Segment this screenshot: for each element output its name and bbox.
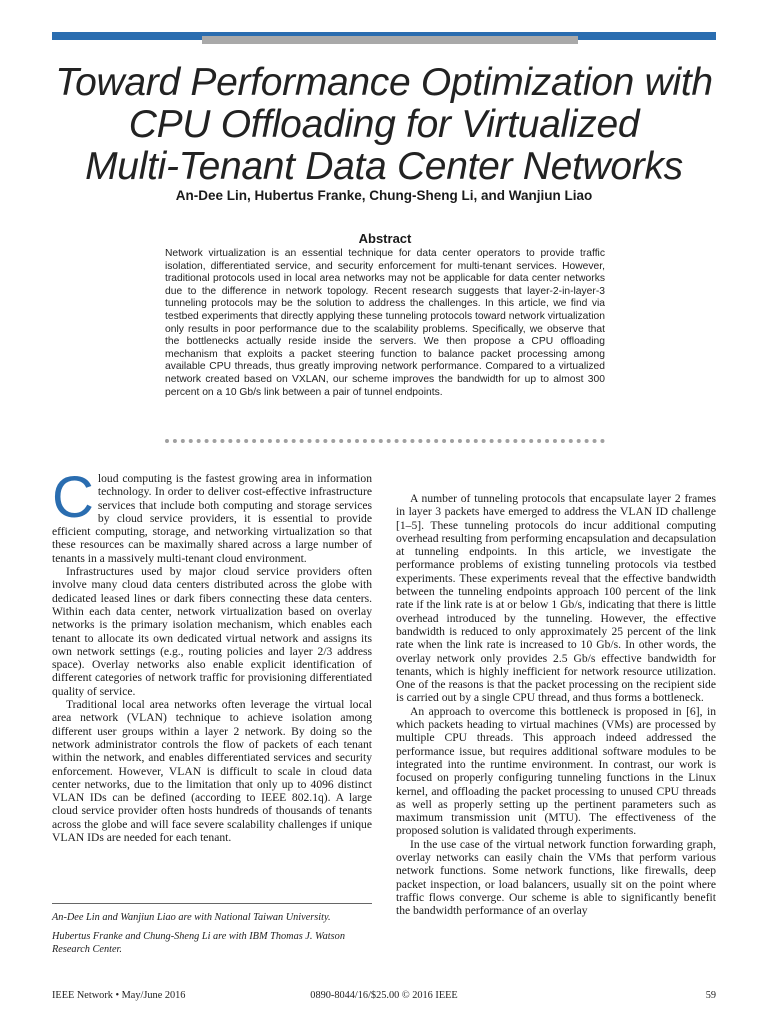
page-footer bbox=[52, 990, 716, 1006]
footnote-divider bbox=[52, 903, 372, 904]
abstract-text: Network virtualization is an essential technique for data center operators to provide traffic isolation, differentiated service, and security enforcement for multi-tenant services. However, traditional protocols used in local area networks may not be applicable for data center networks due to the difference in network topology. Recent research suggests that layer-2-in-layer-3 tunneling protocols may be the solution to address the challenges. In this article, we find via testbed experiments that directly applying these tunneling protocols toward network virtualization only results in poor performance due to the scalability problems. Specifically, we observe that the bottlenecks actually reside inside the servers. We then propose a CPU offloading mechanism that exploits a packet steering function to balance packet processing among available CPU threads, thus greatly improving network performance. Compared to a virtualized network created based on VXLAN, our scheme improves the bandwidth for up to almost 300 percent on a 10 Gb/s link between a pair of tunnel endpoints. bbox=[165, 248, 605, 398]
abstract-section bbox=[165, 230, 605, 399]
issn-copyright: 0890-8044/16/$25.00 © 2016 IEEE bbox=[310, 990, 458, 1001]
body-paragraph: An approach to overcome this bottleneck is proposed in [6], in which packets heading to virtual machines (VMs) are processed by multiple CPU threads. This approach indeed addressed the performance issue, but requires additional software modules to be integrated into the runtime environment. In contrast, our work is focused on properly configuring tunneling functions in the Linux kernel, and offloading the packet processing to unused CPU threads as well as properly setting up the pertinent parameters such as maximum transmission unit (MTU). The effectiveness of the proposed solution is validated through experiments. bbox=[396, 704, 716, 838]
title-line: CPU Offloading for Virtualized bbox=[128, 103, 640, 146]
abstract-divider bbox=[165, 439, 605, 443]
title-line: Multi-Tenant Data Center Networks bbox=[85, 145, 683, 188]
page-number: 59 bbox=[705, 990, 716, 1001]
footnotes bbox=[52, 911, 372, 962]
body-paragraph-text: loud computing is the fastest growing area in information technology. In order to deliver cost-effective infrastructure services that include both computing and storage services by cloud service providers, it is essential to provide efficient computing, storage, and networking virtualization so that these resources can be maximally shared across a large number of tenants in a massively multi-tenant cloud environment. bbox=[52, 472, 372, 565]
title-line: Toward Performance Optimization with bbox=[55, 61, 713, 104]
footnote-affiliation: Hubertus Franke and Chung-Sheng Li are with IBM Thomas J. Watson Research Center. bbox=[52, 931, 345, 955]
paper-title bbox=[40, 62, 728, 188]
body-column-left bbox=[52, 465, 372, 845]
body-paragraph: Infrastructures used by major cloud service providers often involve many cloud data centers distributed across the globe with dedicated leased lines or dark fibers connecting these data centers. Within each data center, network virtualization based on overlay networks is the primary isolation mechanism, which enables each tenant to allocate its own dedicated virtual network and assigns its own network settings (e.g., routing policies and layer 2/3 address space). Overlay networks also enable explicit identification of different categories of network traffic for provisioning differentiated quality of service. bbox=[52, 565, 372, 698]
body-paragraph: In the use case of the virtual network function forwarding graph, overlay networks can easily chain the VMs that perform various network functions. Some network functions, like firewalls, deep packet inspection, or load balancers, usually sit on the point where traffic flows converge. Our scheme is able to significantly benefit the bandwidth performance of an overlay bbox=[396, 837, 716, 918]
author-list: An-Dee Lin, Hubertus Franke, Chung-Sheng Li, and Wanjiun Liao bbox=[175, 188, 593, 203]
header-gray-bar bbox=[202, 36, 578, 44]
body-paragraph: A number of tunneling protocols that encapsulate layer 2 frames in layer 3 packets have emerged to address the VLAN ID challenge [1–5]. These tunneling protocols do incur additional computing overhead resulting from performing encapsulation and decapsulation at tunneling endpoints. In this article, we investigate the performance problems of existing tunneling protocols via testbed experiments. These experiments reveal that the effective bandwidth between the tunneling endpoints approach 100 percent of the link rate if the link rate is at or below 1 Gb/s, indicating that there is little overhead introduced by the tunneling. However, the effective bandwidth is reduced to only approximately 25 percent of the link rate when the link rate is increased to 10 Gb/s. In other words, the overlay network only provides 2.5 Gb/s effective bandwidth for tenants, which is highly inefficient for network resource utilization. One of the reasons is that the packet processing on the recipient side is carried out by a single CPU thread, and thus forms a bottleneck. bbox=[396, 492, 716, 705]
drop-cap: C bbox=[52, 465, 94, 530]
journal-info: IEEE Network • May/June 2016 bbox=[52, 990, 186, 1001]
abstract-heading: Abstract bbox=[358, 231, 412, 246]
body-paragraph bbox=[52, 465, 372, 565]
body-column-right bbox=[396, 492, 716, 918]
body-paragraph: Traditional local area networks often leverage the virtual local area network (VLAN) technique to achieve isolation among different user groups within a layer 2 network. By doing so the network administrator controls the flow of packets of each tenant within the network, and enables differentiated services and security enforcement. However, VLAN is difficult to scale in cloud data center networks, due to the limitation that only up to 4096 distinct VLAN IDs can be defined (according to IEEE 802.1q). A large cloud service provider often hosts hundreds of thousands of tenants across the globe and will face severe scalability challenges if unique VLAN IDs are needed for each tenant. bbox=[52, 698, 372, 845]
footnote-affiliation: An-Dee Lin and Wanjiun Liao are with National Taiwan University. bbox=[52, 912, 331, 923]
